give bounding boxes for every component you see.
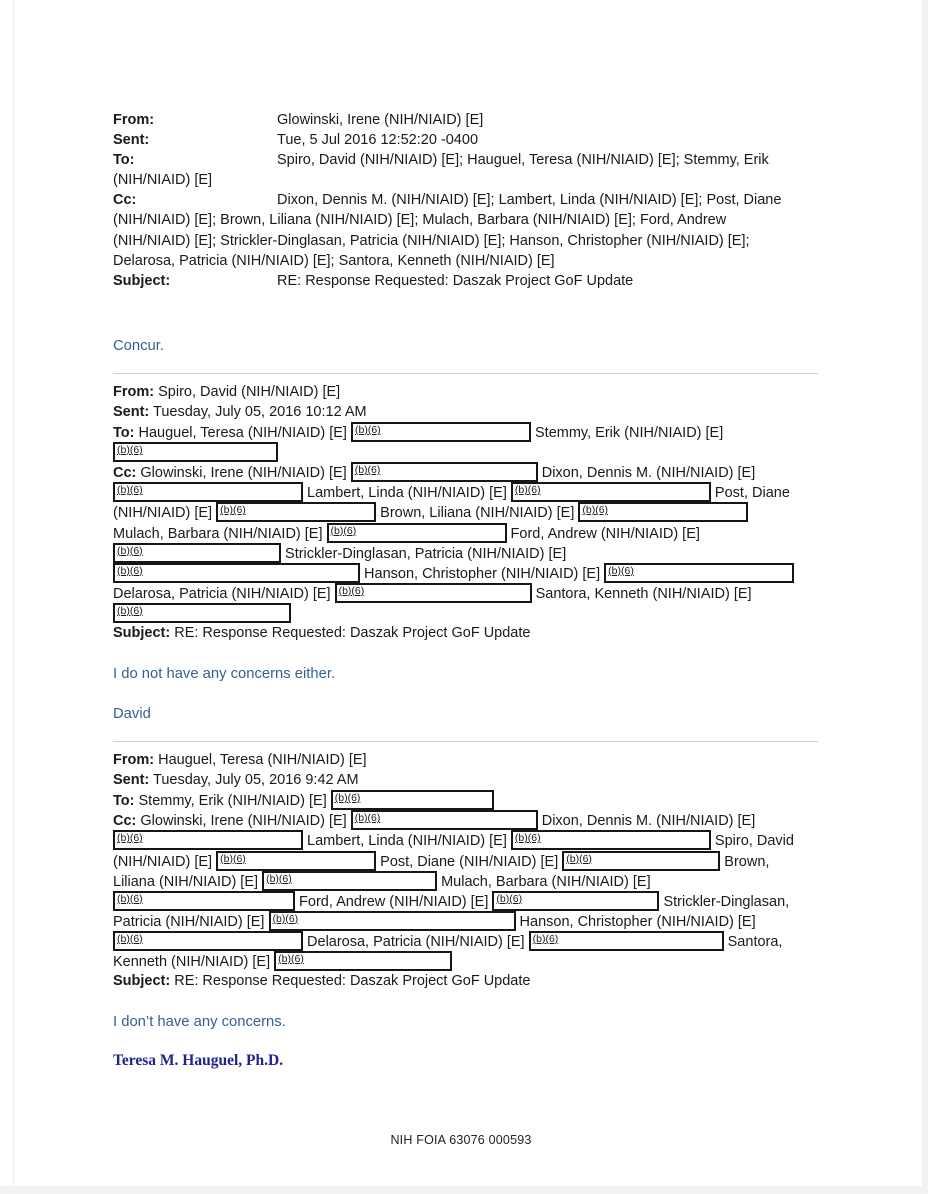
header-line: [113, 931, 818, 951]
header-line: [113, 543, 818, 563]
header-text: Tuesday, July 05, 2016 10:12 AM: [149, 403, 367, 420]
header-text: Tuesday, July 05, 2016 9:42 AM: [149, 772, 359, 789]
header-line: [113, 251, 818, 271]
header-line: [113, 750, 818, 770]
email-divider: [113, 373, 818, 374]
redaction-box: [562, 851, 720, 871]
header-text: RE: Response Requested: Daszak Project GoF Update: [170, 624, 531, 641]
header-field-label: Subject:: [113, 272, 171, 289]
header-text: Brown, Liliana (NIH/NIAID) [E]: [376, 505, 579, 522]
redaction-exemption-label: (b)(6): [117, 484, 143, 497]
header-line: [113, 523, 818, 543]
header-line: [113, 130, 818, 150]
redaction-box: [113, 482, 303, 502]
header-text: Hanson, Christopher (NIH/NIAID) [E]: [515, 913, 756, 930]
header-line: [113, 402, 818, 422]
header-line: [113, 462, 818, 482]
header-text: Patricia (NIH/NIAID) [E]: [113, 913, 269, 930]
header-text: RE: Response Requested: Daszak Project GoF Update: [277, 272, 634, 289]
redaction-box: [492, 891, 659, 911]
page-edge-line: [13, 0, 14, 1186]
redaction-exemption-label: (b)(6): [220, 852, 246, 865]
redaction-exemption-label: (b)(6): [608, 564, 634, 577]
header-line: [113, 603, 818, 623]
redaction-box: [511, 830, 711, 850]
redaction-box: [351, 462, 538, 482]
header-line: [113, 583, 818, 603]
email-2: [113, 382, 818, 724]
header-text: (NIH/NIAID) [E]: [113, 172, 213, 189]
header-text: Ford, Andrew (NIH/NIAID) [E]: [295, 893, 493, 910]
redaction-box: [113, 442, 278, 462]
email-3-body: [113, 1012, 818, 1071]
header-text: Spiro, David (NIH/NIAID) [E]; Hauguel, Teresa (NIH/NIAID) [E]; Stemmy, Erik: [277, 152, 769, 169]
header-line: [113, 790, 818, 810]
redaction-exemption-label: (b)(6): [354, 424, 381, 437]
email-1: [113, 110, 818, 356]
redaction-box: [113, 931, 303, 951]
redaction-box: [511, 482, 711, 502]
header-text: Dixon, Dennis M. (NIH/NIAID) [E]: [537, 813, 756, 830]
redaction-box: [113, 891, 295, 911]
header-field-label: From:: [113, 112, 155, 128]
header-text: Tue, 5 Jul 2016 12:52:20 -0400: [277, 132, 479, 149]
redaction-exemption-label: (b)(6): [278, 953, 304, 965]
redaction-exemption-label: (b)(6): [266, 872, 292, 885]
header-text: RE: Response Requested: Daszak Project GoF Update: [170, 973, 531, 990]
header-text: Post, Diane: [710, 485, 790, 502]
header-line: [113, 442, 818, 462]
header-line: [113, 502, 818, 522]
redaction-box: [262, 871, 437, 891]
header-text: Hauguel, Teresa (NIH/NIAID) [E]: [134, 425, 351, 442]
redaction-box: [604, 563, 794, 583]
redaction-exemption-label: (b)(6): [334, 792, 361, 805]
header-line: [113, 271, 818, 291]
redaction-box: [578, 502, 748, 522]
redaction-exemption-label: (b)(6): [272, 912, 299, 925]
header-text: Santora,: [723, 933, 783, 950]
email-2-body: [113, 664, 818, 724]
header-text: Glowinski, Irene (NIH/NIAID) [E]: [277, 112, 484, 128]
header-field-label: Cc:: [113, 813, 137, 830]
header-line: [113, 150, 818, 170]
body-paragraph: I don’t have any concerns.: [113, 1014, 286, 1031]
header-text: Glowinski, Irene (NIH/NIAID) [E]: [136, 465, 351, 482]
header-field-label: To:: [113, 152, 135, 169]
redaction-box: [113, 563, 360, 583]
redaction-exemption-label: (b)(6): [330, 524, 357, 537]
header-text: Ford, Andrew (NIH/NIAID) [E]: [506, 525, 700, 542]
header-line: [113, 851, 818, 871]
redaction-box: [351, 810, 538, 830]
header-line: [113, 623, 818, 643]
email-3-header: [113, 750, 818, 991]
header-field-label: To:: [113, 425, 135, 442]
redaction-box: [269, 911, 516, 931]
redaction-exemption-label: (b)(6): [566, 852, 592, 865]
header-line: [113, 563, 818, 583]
redaction-box: [113, 543, 281, 563]
redaction-exemption-label: (b)(6): [117, 544, 143, 557]
email-3: [113, 750, 818, 1071]
header-text: (NIH/NIAID) [E]; Strickler-Dinglasan, Patricia (NIH/NIAID) [E]; Hanson, Christopher (NIH/NIAID) [E];: [113, 232, 750, 249]
header-text: Strickler-Dinglasan, Patricia (NIH/NIAID) [E]: [281, 545, 567, 562]
header-text: Mulach, Barbara (NIH/NIAID) [E]: [437, 873, 651, 890]
header-text: Hanson, Christopher (NIH/NIAID) [E]: [360, 565, 605, 582]
header-text: (NIH/NIAID) [E]; Brown, Liliana (NIH/NIAID) [E]; Mulach, Barbara (NIH/NIAID) [E]; Ford, Andrew: [113, 212, 727, 229]
header-text: Strickler-Dinglasan,: [659, 893, 790, 910]
header-text: Lambert, Linda (NIH/NIAID) [E]: [303, 833, 511, 850]
header-field-label: Cc:: [113, 465, 137, 482]
header-text: Hauguel, Teresa (NIH/NIAID) [E]: [154, 752, 367, 769]
header-field-label: Sent:: [113, 132, 150, 149]
header-text: Dixon, Dennis M. (NIH/NIAID) [E]: [537, 465, 756, 482]
redaction-box: [327, 523, 507, 543]
header-field-label: Cc:: [113, 192, 137, 209]
email-2-header: [113, 382, 818, 643]
header-line: [113, 382, 818, 402]
header-text: Brown,: [720, 853, 770, 870]
redaction-exemption-label: (b)(6): [220, 504, 246, 517]
header-line: [113, 871, 818, 891]
header-text: Mulach, Barbara (NIH/NIAID) [E]: [113, 525, 327, 542]
redaction-box: [274, 951, 452, 971]
redaction-box: [216, 502, 376, 522]
header-text: Delarosa, Patricia (NIH/NIAID) [E]; Santora, Kenneth (NIH/NIAID) [E]: [113, 252, 555, 269]
header-text: Santora, Kenneth (NIH/NIAID) [E]: [531, 585, 752, 602]
redaction-exemption-label: (b)(6): [117, 892, 143, 905]
header-field-label: Sent:: [113, 772, 150, 789]
header-text: (NIH/NIAID) [E]: [113, 505, 217, 522]
header-line: [113, 210, 818, 230]
header-text: (NIH/NIAID) [E]: [113, 853, 217, 870]
email-divider: [113, 741, 818, 742]
redaction-exemption-label: (b)(6): [354, 812, 381, 825]
header-text: Stemmy, Erik (NIH/NIAID) [E]: [530, 425, 724, 442]
redaction-box: [529, 931, 724, 951]
header-text: Liliana (NIH/NIAID) [E]: [113, 873, 263, 890]
redaction-exemption-label: (b)(6): [582, 504, 609, 517]
header-line: [113, 971, 818, 991]
header-text: Post, Diane (NIH/NIAID) [E]: [376, 853, 563, 870]
header-line: [113, 951, 818, 971]
redaction-exemption-label: (b)(6): [514, 832, 541, 845]
header-line: [113, 190, 818, 210]
redaction-exemption-label: (b)(6): [117, 932, 143, 945]
header-text: Glowinski, Irene (NIH/NIAID) [E]: [136, 813, 351, 830]
header-text: Delarosa, Patricia (NIH/NIAID) [E]: [303, 933, 529, 950]
header-line: [113, 170, 818, 190]
email-1-body: [113, 336, 818, 356]
header-text: Lambert, Linda (NIH/NIAID) [E]: [303, 485, 511, 502]
header-line: [113, 422, 818, 442]
redaction-exemption-label: (b)(6): [496, 892, 523, 905]
header-field-label: From:: [113, 752, 155, 769]
header-line: [113, 482, 818, 502]
redaction-box: [216, 851, 376, 871]
redaction-exemption-label: (b)(6): [117, 604, 143, 617]
header-line: [113, 810, 818, 830]
header-text: Delarosa, Patricia (NIH/NIAID) [E]: [113, 585, 335, 602]
redaction-exemption-label: (b)(6): [514, 484, 541, 497]
header-line: [113, 110, 818, 130]
email-thread: [113, 0, 818, 1071]
header-line: [113, 830, 818, 850]
header-line: [113, 891, 818, 911]
body-paragraph: Concur.: [113, 337, 164, 354]
header-field-label: Sent:: [113, 403, 150, 420]
body-paragraph: I do not have any concerns either.: [113, 666, 336, 683]
redaction-box: [113, 830, 303, 850]
header-text: Stemmy, Erik (NIH/NIAID) [E]: [134, 793, 331, 810]
header-line: [113, 770, 818, 790]
header-field-label: Subject:: [113, 624, 171, 641]
header-text: Spiro, David (NIH/NIAID) [E]: [154, 383, 341, 400]
redaction-box: [351, 422, 531, 442]
header-field-label: Subject:: [113, 973, 171, 990]
header-field-label: To:: [113, 793, 135, 810]
header-line: [113, 231, 818, 251]
redaction-box: [113, 603, 291, 623]
body-paragraph: David: [113, 706, 151, 723]
header-line: [113, 911, 818, 931]
redaction-exemption-label: (b)(6): [117, 832, 143, 845]
redaction-exemption-label: (b)(6): [338, 584, 365, 597]
header-text: Dixon, Dennis M. (NIH/NIAID) [E]; Lambert, Linda (NIH/NIAID) [E]; Post, Diane: [277, 192, 782, 209]
redaction-exemption-label: (b)(6): [354, 464, 381, 477]
email-1-header: [113, 110, 818, 291]
redaction-exemption-label: (b)(6): [117, 444, 143, 457]
foia-page-number: NIH FOIA 63076 000593: [390, 1133, 532, 1147]
redaction-exemption-label: (b)(6): [532, 932, 559, 945]
header-text: Kenneth (NIH/NIAID) [E]: [113, 954, 275, 970]
header-field-label: From:: [113, 383, 155, 400]
header-text: Spiro, David: [710, 833, 794, 850]
redaction-box: [331, 790, 494, 810]
redaction-exemption-label: (b)(6): [117, 564, 143, 577]
redaction-box: [335, 583, 532, 603]
signature-text: Teresa M. Hauguel, Ph.D.: [113, 1052, 284, 1070]
